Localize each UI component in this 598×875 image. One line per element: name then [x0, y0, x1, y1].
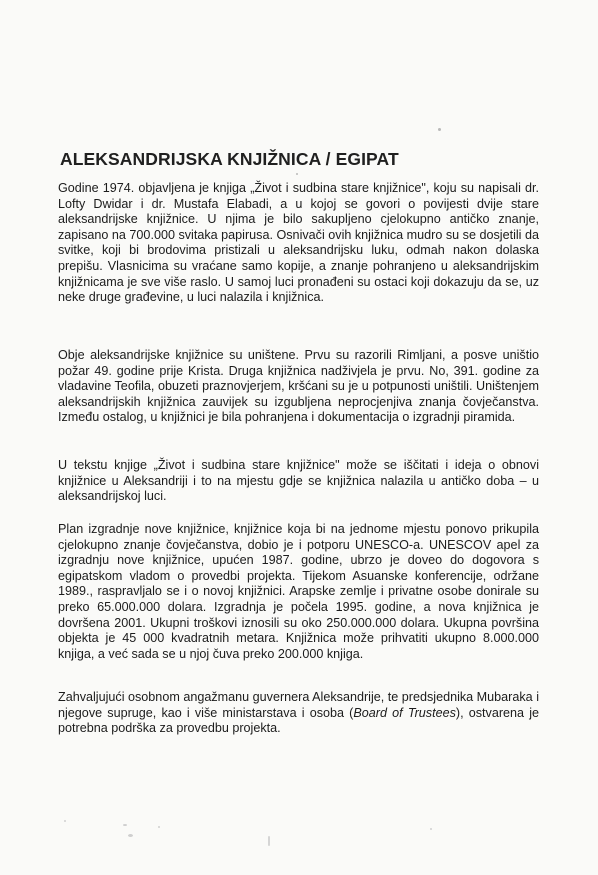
scan-speck	[430, 828, 432, 830]
scan-speck	[123, 824, 127, 826]
paragraph-destruction: Obje aleksandrijske knjižnice su uništene. Prvu su razorili Rimljani, a posve uništio požar 49. godine prije Krista. Druga knjižnica nadživjela je prvu. No, 391. godine za vladavine Teofila, obuzeti praznovjerjem, kršćani su je u potpunosti uništili. Uništenjem aleksandrijskih knjižnica zauvijek su izgubljena neprocjenjiva znanja čovječanstva. Između ostalog, u knjižnici je bila pohranjena i dokumentacija o izgradnji piramida.	[58, 348, 539, 425]
support-text-end: ), ostvarena je potrebna podrška za provedbu projekta.	[58, 705, 539, 736]
board-of-trustees: Board of Trustees	[353, 705, 456, 720]
scan-speck	[268, 836, 270, 846]
scan-speck	[296, 173, 298, 175]
scan-speck	[438, 128, 441, 131]
scan-speck	[64, 820, 66, 822]
scan-speck	[158, 826, 160, 828]
scan-speck	[128, 834, 133, 837]
paragraph-renewal-idea: U tekstu knjige „Život i sudbina stare knjižnice" može se iščitati i ideja o obnovi knjižnice u Aleksandriji i to na mjestu gdje se knjižnica nalazila u antičko doba – u aleksandrijskoj luci.	[58, 458, 539, 504]
paragraph-history: Godine 1974. objavljena je knjiga „Život i sudbina stare knjižnice", koju su napisali dr. Lofty Dwidar i dr. Mustafa Elabadi, a u kojoj se govori o povijesti dvije stare aleksandrijske knjižnice. U njima je bilo sakupljeno cjelokupno antičko znanje, zapisano na 700.000 svitaka papirusa. Osnivači ovih knjižnica mudro su se dosjetili da svitke, koji bi brodovima pristizali u aleksandrijsku luku, odmah nakon dolaska prepišu. Vlasnicima su vraćane samo kopije, a znanje pohranjeno u aleksandrijskim knjižnicama je sve više raslo. U samoj luci pronađeni su ostaci koji dokazuju da se, uz neke druge građevine, u luci nalazila i knjižnica.	[58, 181, 539, 305]
page-title: ALEKSANDRIJSKA KNJIŽNICA / EGIPAT	[60, 149, 399, 169]
paragraph-support	[58, 690, 539, 737]
support-text-start: Zahvaljujući osobnom angažmanu guvernera Aleksandrije, te predsjednika Mubaraka i njegove supruge, kao i više ministarstava i osoba (	[58, 690, 539, 720]
paragraph-construction: Plan izgradnje nove knjižnice, knjižnice koja bi na jednome mjestu ponovo prikupila cjelokupno znanje čovječanstva, dobio je i potporu UNESCO-a. UNESCOV apel za izgradnju nove knjižnice, upućen 1987. godine, ubrzo je doveo do dogovora s egipatskom vladom o provedbi projekta. Tijekom Asuanske konferencije, održane 1989., raspravljalo se i o novoj knjižnici. Arapske zemlje i privatne osobe donirale su preko 65.000.000 dolara. Izgradnja je počela 1995. godine, a nova knjižnica je dovršena 2001. Ukupni troškovi iznosili su oko 250.000.000 dolara. Ukupna površina objekta je 45 000 kvadratnih metara. Knjižnica može prihvatiti ukupno 8.000.000 knjiga, a već sada se u njoj čuva preko 200.000 knjiga.	[58, 522, 539, 661]
